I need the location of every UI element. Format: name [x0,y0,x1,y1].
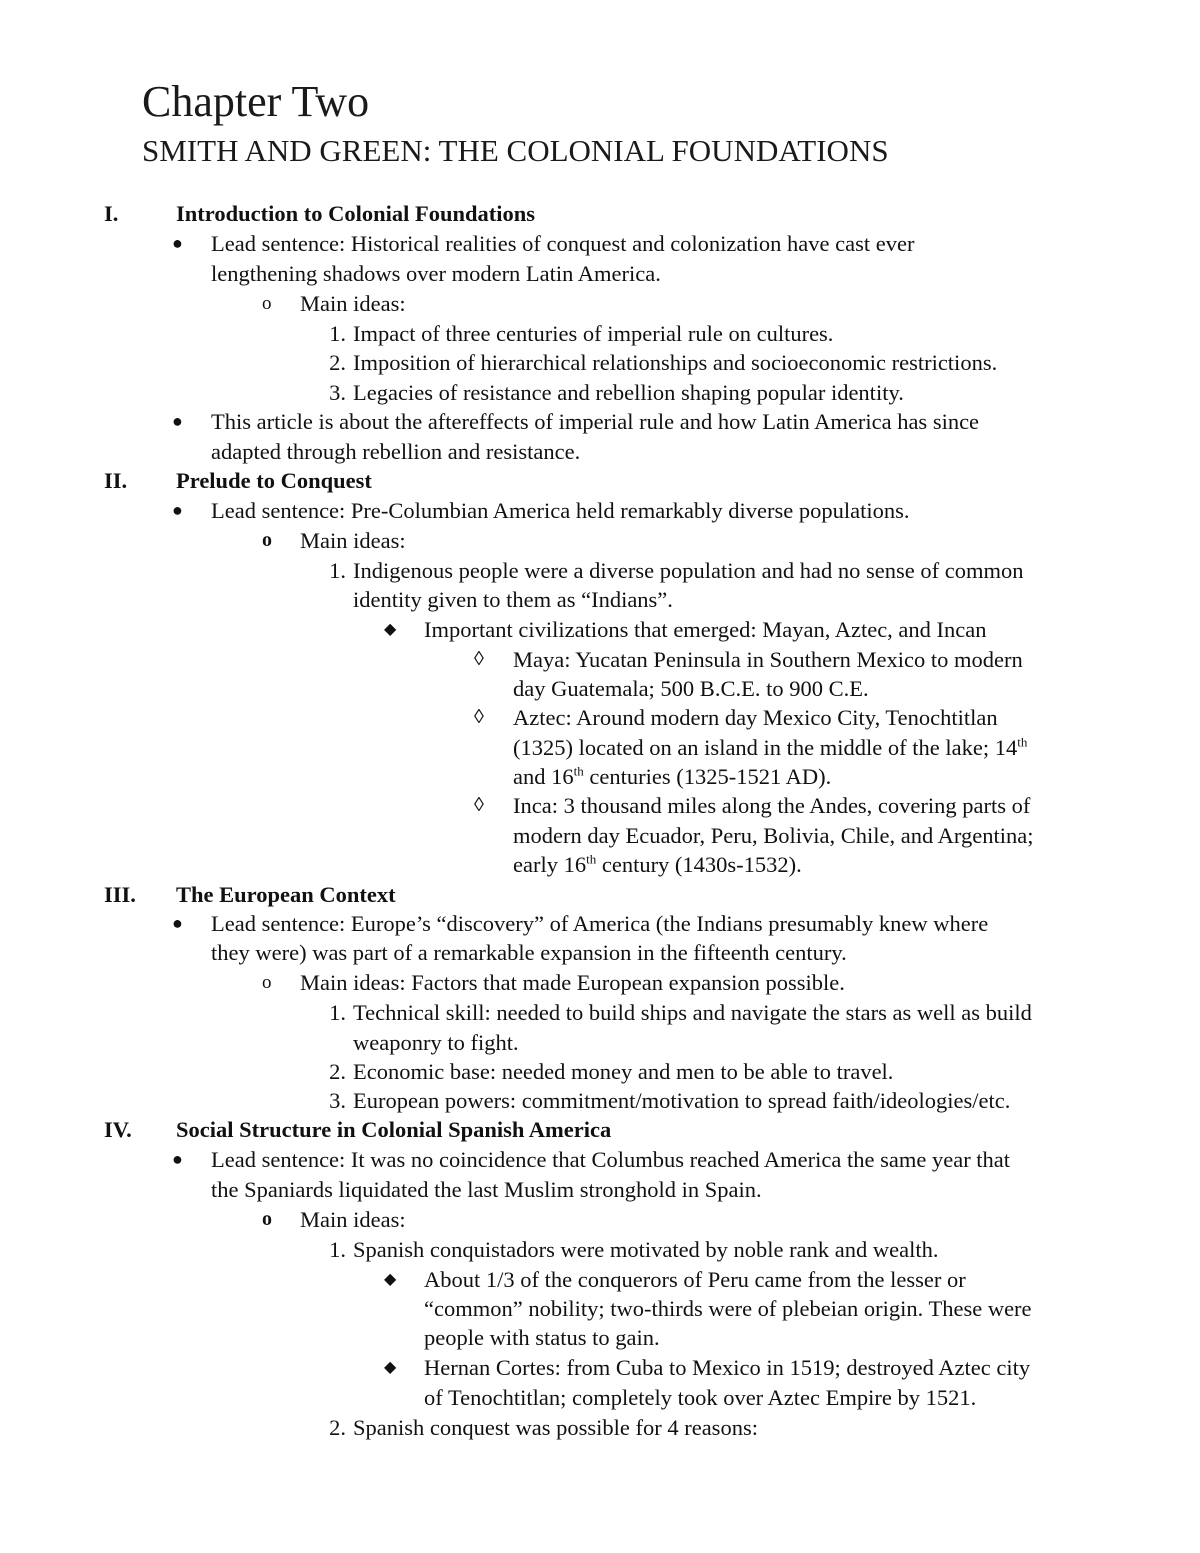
lead-sentence-line: Lead sentence: Europe’s “discovery” of America (the Indians presumably knew where [211,911,989,936]
circle-bullet-icon: o [262,529,272,551]
section-numeral: I. [104,201,119,226]
bullet-icon: ● [172,411,183,431]
open-diamond-icon: ◊ [474,706,484,728]
lead-sentence-line: lengthening shadows over modern Latin America. [211,261,661,286]
list-item: Imposition of hierarchical relationships and socioeconomic restrictions. [353,350,998,375]
section-heading: Social Structure in Colonial Spanish America [176,1117,612,1142]
lead-sentence-line: they were) was part of a remarkable expansion in the fifteenth century. [211,940,847,965]
lead-sentence-line: the Spaniards liquidated the last Muslim stronghold in Spain. [211,1177,762,1202]
list-item: Legacies of resistance and rebellion shaping popular identity. [353,380,904,405]
list-item: Economic base: needed money and men to be able to travel. [353,1059,894,1084]
section-numeral: II. [104,468,128,493]
list-number: 1. [329,1000,346,1025]
inca-line: Inca: 3 thousand miles along the Andes, covering parts of [513,793,1031,818]
diamond-bullet-icon: ◆ [384,621,397,638]
list-item: Spanish conquistadors were motivated by noble rank and wealth. [353,1237,939,1262]
list-number: 3. [329,380,346,405]
maya-line: day Guatemala; 500 B.C.E. to 900 C.E. [513,676,869,701]
bullet-icon: ● [172,500,183,520]
bullet-icon: ● [172,913,183,933]
lead-sentence-line: Lead sentence: It was no coincidence that Columbus reached America the same year that [211,1147,1011,1172]
list-number: 1. [329,558,346,583]
list-item: Impact of three centuries of imperial rule on cultures. [353,321,834,346]
section-heading: Introduction to Colonial Foundations [176,201,536,226]
aztec-line: (1325) located on an island in the middle of the lake; 14th [513,734,1028,760]
list-number: 1. [329,321,346,346]
list-item: European powers: commitment/motivation to spread faith/ideologies/etc. [353,1088,1011,1113]
section-numeral: IV. [104,1117,132,1142]
list-number: 3. [329,1088,346,1113]
lead-sentence-line: Lead sentence: Pre-Columbian America held remarkably diverse populations. [211,498,910,523]
civilizations-label: Important civilizations that emerged: Mayan, Aztec, and Incan [424,617,987,642]
list-number: 1. [329,1237,346,1262]
note-line: adapted through rebellion and resistance. [211,439,581,464]
list-number: 2. [329,1059,346,1084]
aztec-line: Aztec: Around modern day Mexico City, Tenochtitlan [513,705,998,730]
list-item: identity given to them as “Indians”. [353,587,673,612]
section-numeral: III. [104,882,136,907]
circle-bullet-icon: o [262,293,272,314]
bullet-icon: ● [172,233,183,253]
inca-line: early 16th century (1430s-1532). [513,851,802,877]
subpoint-line: Hernan Cortes: from Cuba to Mexico in 1519; destroyed Aztec city [424,1355,1031,1380]
maya-line: Maya: Yucatan Peninsula in Southern Mexico to modern [513,647,1023,672]
list-number: 2. [329,1415,346,1440]
aztec-line: and 16th centuries (1325-1521 AD). [513,763,832,789]
subpoint-line: of Tenochtitlan; completely took over Aztec Empire by 1521. [424,1385,977,1410]
chapter-title: Chapter Two [142,77,370,126]
main-ideas-label: Main ideas: Factors that made European expansion possible. [300,970,845,995]
main-ideas-label: Main ideas: [300,528,406,553]
inca-line: modern day Ecuador, Peru, Bolivia, Chile, and Argentina; [513,823,1034,848]
chapter-subtitle: SMITH AND GREEN: THE COLONIAL FOUNDATIONS [142,133,889,168]
section-heading: Prelude to Conquest [176,468,372,493]
list-item: weaponry to fight. [353,1030,519,1055]
note-line: This article is about the aftereffects of imperial rule and how Latin America has since [211,409,980,434]
subpoint-line: “common” nobility; two-thirds were of plebeian origin. These were [424,1296,1032,1321]
diamond-bullet-icon: ◆ [384,1359,397,1376]
list-item: Spanish conquest was possible for 4 reasons: [353,1415,758,1440]
list-item: Indigenous people were a diverse population and had no sense of common [353,558,1024,583]
open-diamond-icon: ◊ [474,794,484,816]
open-diamond-icon: ◊ [474,648,484,670]
subpoint-line: About 1/3 of the conquerors of Peru came from the lesser or [424,1267,966,1292]
diamond-bullet-icon: ◆ [384,1271,397,1288]
list-item: Technical skill: needed to build ships and navigate the stars as well as build [353,1000,1032,1025]
circle-bullet-icon: o [262,1208,272,1230]
main-ideas-label: Main ideas: [300,291,406,316]
section-heading: The European Context [176,882,396,907]
main-ideas-label: Main ideas: [300,1207,406,1232]
bullet-icon: ● [172,1149,183,1169]
lead-sentence-line: Lead sentence: Historical realities of conquest and colonization have cast ever [211,231,915,256]
circle-bullet-icon: o [262,972,272,993]
subpoint-line: people with status to gain. [424,1325,660,1350]
list-number: 2. [329,350,346,375]
